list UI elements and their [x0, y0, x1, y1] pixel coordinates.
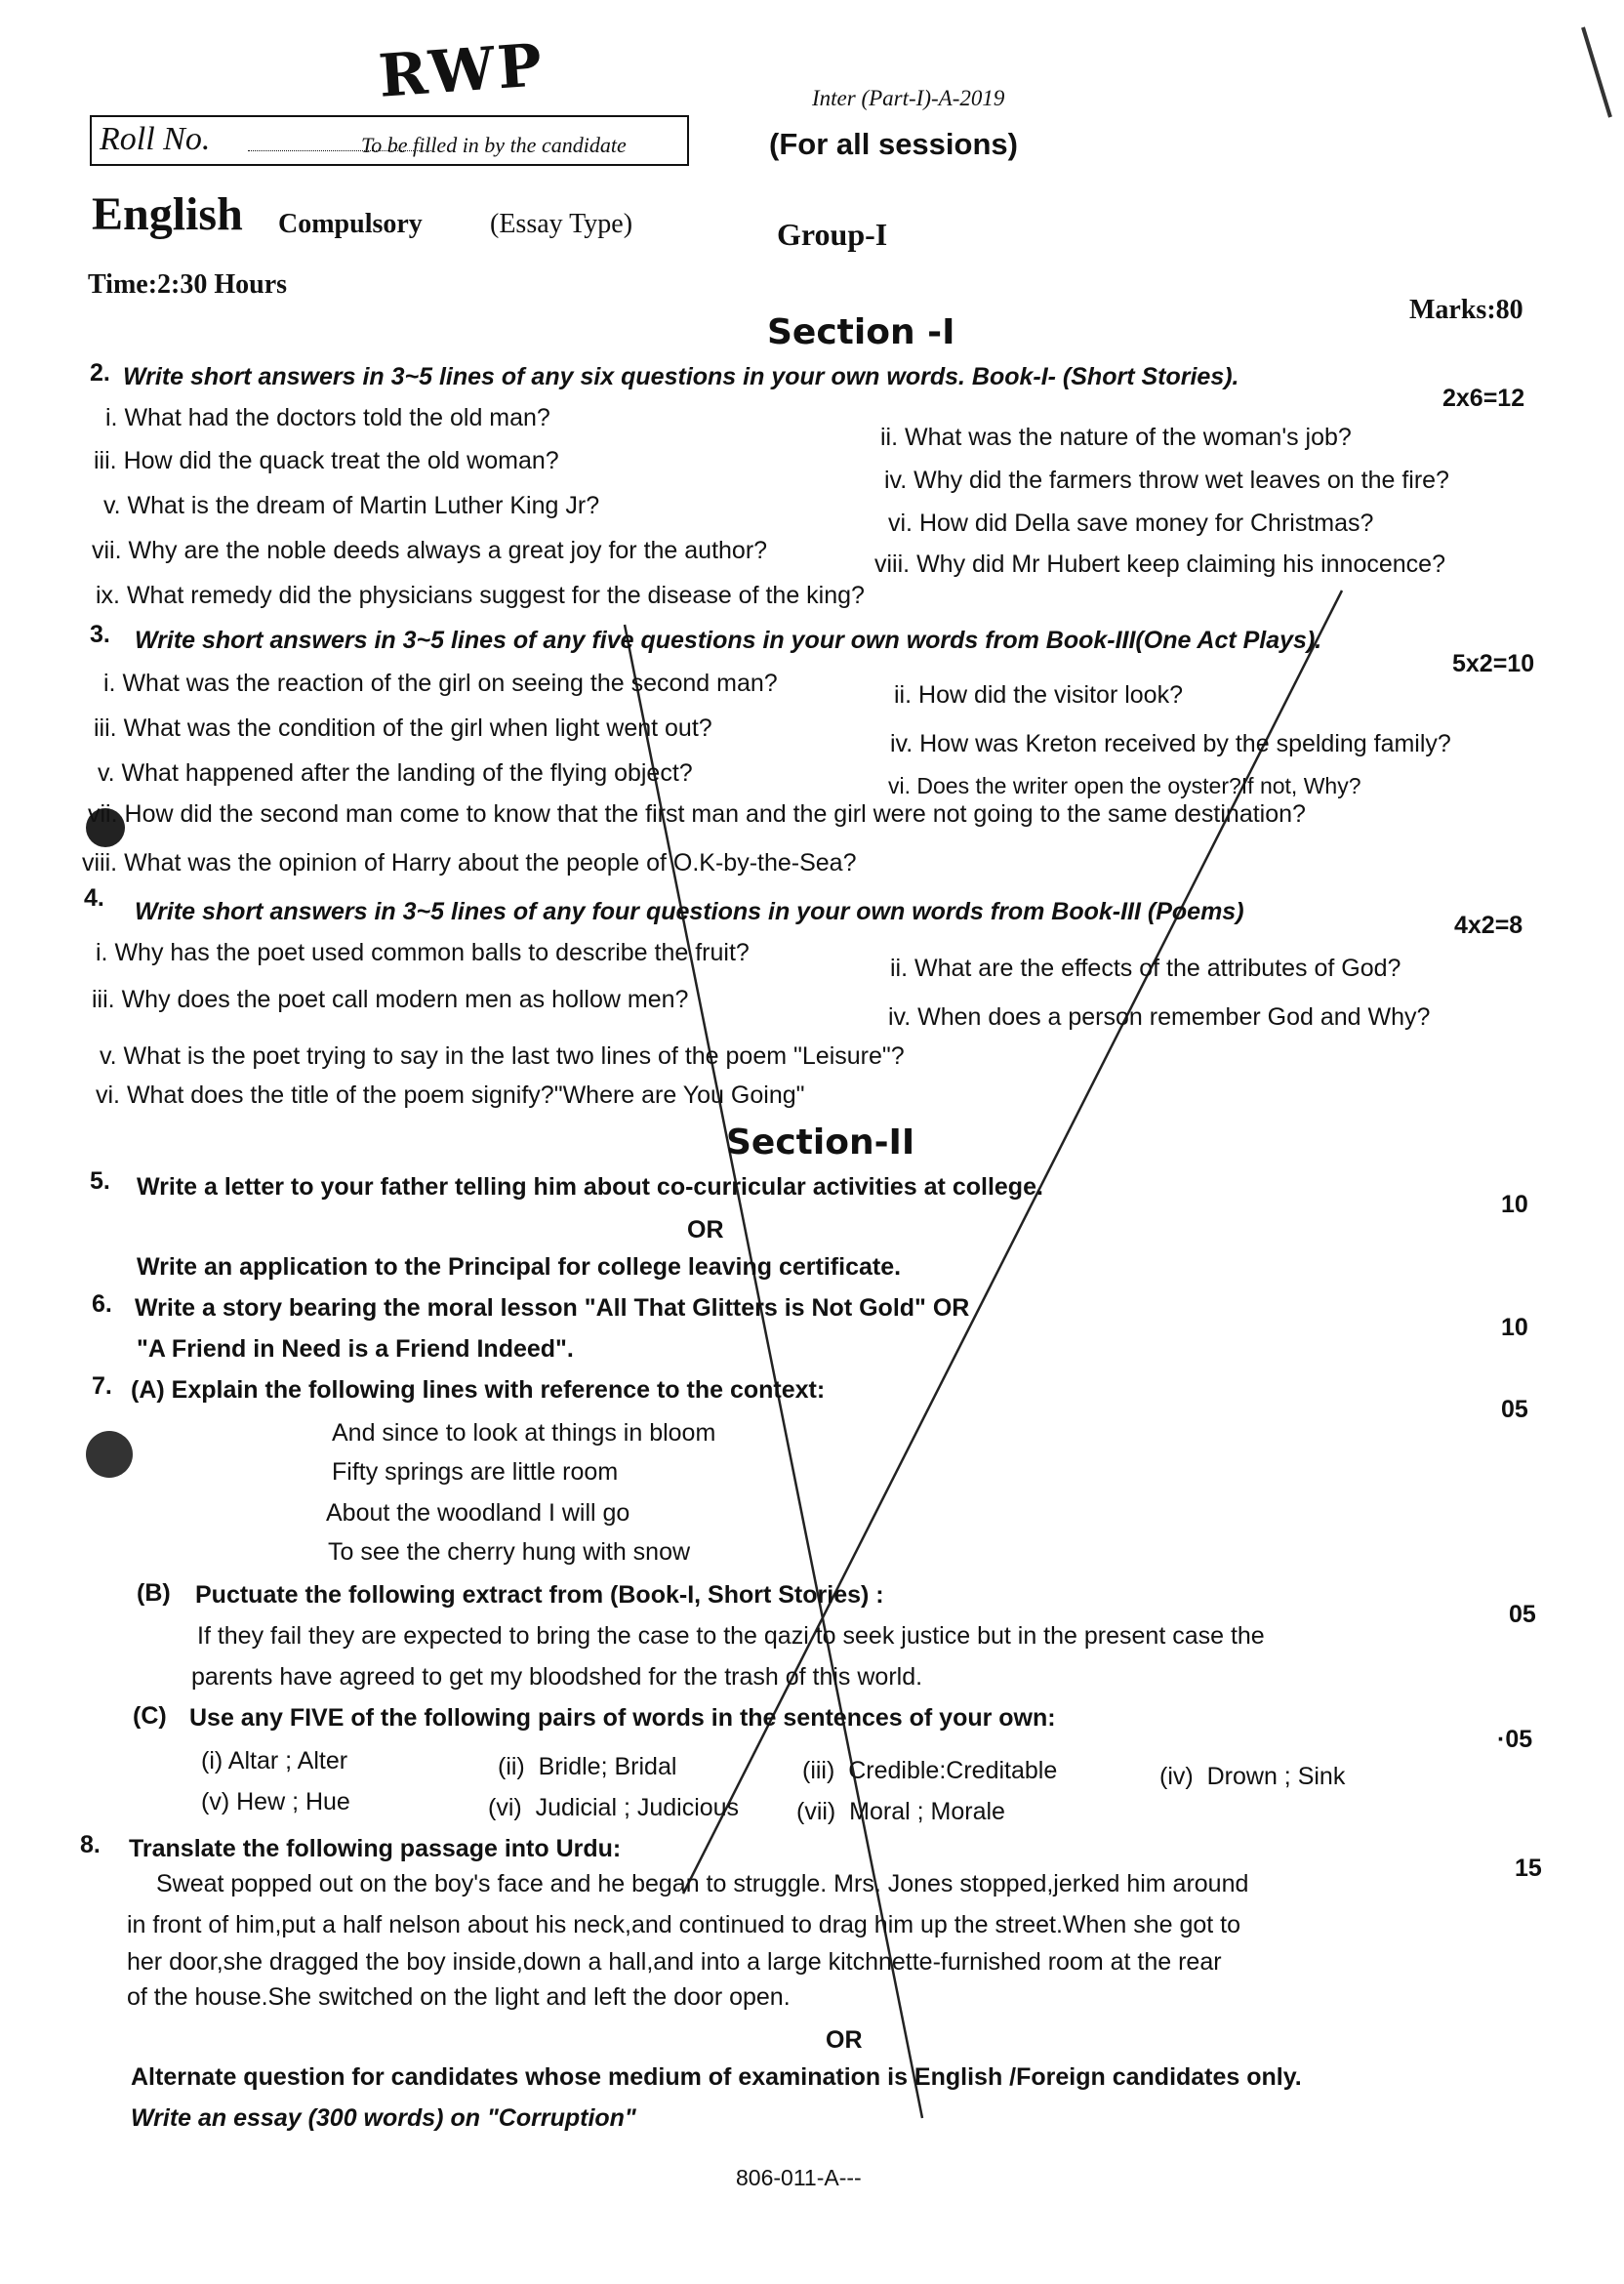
scan-edge-mark	[1583, 27, 1610, 117]
word-pair: (ii) Bridle; Bridal	[498, 1753, 677, 1780]
q7a-marks: 05	[1501, 1396, 1528, 1423]
q7c-label: (C)	[133, 1702, 167, 1730]
q8-number: 8.	[80, 1831, 101, 1858]
handwritten-mark: RWP	[376, 31, 548, 111]
q2-number: 2.	[90, 359, 110, 387]
sessions-label: (For all sessions)	[769, 127, 1018, 161]
word-pair: (iii) Credible:Creditable	[802, 1757, 1058, 1784]
q7b-heading: Puctuate the following extract from (Book-I, Short Stories) :	[195, 1581, 884, 1609]
q8-alt-line1: Alternate question for candidates whose medium of examination is English /Foreign candidates only.	[131, 2063, 1302, 2091]
q4-item: vi. What does the title of the poem signify?"Where are You Going"	[96, 1081, 805, 1109]
q4-item: ii. What are the effects of the attributes of God?	[890, 955, 1401, 982]
q3-item: vii. How did the second man come to know that the first man and the girl were not going to the same destination?	[88, 800, 1306, 828]
q8-alt-line2: Write an essay (300 words) on "Corruption"	[131, 2104, 636, 2132]
exam-title: Inter (Part-I)-A-2019	[812, 86, 1005, 110]
q7b-label: (B)	[137, 1579, 171, 1607]
q7b-marks: 05	[1509, 1601, 1536, 1628]
paper-type: (Essay Type)	[490, 209, 633, 239]
passage-line: in front of him,put a half nelson about his neck,and continued to drag him up the street.When she got to	[127, 1911, 1240, 1938]
q4-marks: 4x2=8	[1454, 912, 1523, 939]
q3-item: iii. What was the condition of the girl when light went out?	[94, 714, 712, 742]
q8-or: OR	[826, 2026, 863, 2054]
q2-item: iii. How did the quack treat the old woman?	[94, 447, 559, 474]
q4-item: iii. Why does the poet call modern men as hollow men?	[92, 986, 689, 1013]
q8-heading: Translate the following passage into Urdu:	[129, 1835, 622, 1862]
paper-code: 806-011-A---	[736, 2165, 862, 2190]
marks-label: Marks:80	[1409, 295, 1523, 325]
q6-line2: "A Friend in Need is a Friend Indeed".	[137, 1335, 574, 1363]
q4-item: iv. When does a person remember God and Why?	[888, 1003, 1431, 1031]
q5-or: OR	[687, 1216, 724, 1244]
q6-line1: Write a story bearing the moral lesson "All That Glitters is Not Gold" OR	[135, 1294, 970, 1322]
word-pair: (vi) Judicial ; Judicious	[488, 1794, 740, 1821]
q3-item: v. What happened after the landing of the flying object?	[98, 759, 693, 787]
q7b-line: parents have agreed to get my bloodshed for the trash of this world.	[191, 1663, 923, 1691]
q2-item: i. What had the doctors told the old man?	[105, 404, 550, 431]
poem-line: About the woodland I will go	[326, 1499, 630, 1527]
ink-blot-2	[86, 1431, 133, 1478]
q2-item: vi. How did Della save money for Christmas?	[888, 510, 1374, 537]
roll-number-box	[90, 115, 689, 166]
q2-item: iv. Why did the farmers throw wet leaves on the fire?	[884, 467, 1449, 494]
q5-number: 5.	[90, 1167, 110, 1195]
section-1-title: Section -I	[767, 312, 955, 352]
q5-text: Write a letter to your father telling him about co-curricular activities at college.	[137, 1173, 1043, 1201]
q3-heading: Write short answers in 3~5 lines of any five questions in your own words from Book-III(One Act Plays).	[135, 627, 1322, 654]
q3-number: 3.	[90, 621, 110, 648]
q7c-heading: Use any FIVE of the following pairs of words in the sentences of your own:	[189, 1704, 1056, 1732]
word-pair: (v) Hew ; Hue	[201, 1788, 350, 1815]
q7-number: 7.	[92, 1372, 112, 1400]
q7a-heading: (A) Explain the following lines with reference to the context:	[131, 1376, 826, 1404]
q3-item: i. What was the reaction of the girl on seeing the second man?	[103, 670, 778, 697]
q6-number: 6.	[92, 1290, 112, 1318]
q2-item: v. What is the dream of Martin Luther King Jr?	[103, 492, 600, 519]
q3-item: viii. What was the opinion of Harry about the people of O.K-by-the-Sea?	[82, 849, 857, 877]
passage-line: of the house.She switched on the light and left the door open.	[127, 1983, 791, 2011]
q4-item: i. Why has the poet used common balls to describe the fruit?	[96, 939, 750, 966]
q3-item: ii. How did the visitor look?	[894, 681, 1183, 709]
time-label: Time:2:30 Hours	[88, 269, 288, 300]
group-label: Group-I	[777, 217, 888, 252]
word-pair: (iv) Drown ; Sink	[1159, 1763, 1346, 1790]
q5-alt: Write an application to the Principal for college leaving certificate.	[137, 1253, 902, 1281]
q8-marks: 15	[1515, 1855, 1542, 1882]
q3-item: vi. Does the writer open the oyster?If not, Why?	[888, 773, 1361, 798]
poem-line: To see the cherry hung with snow	[328, 1538, 691, 1566]
word-pair: (i) Altar ; Alter	[201, 1747, 348, 1774]
passage-line: Sweat popped out on the boy's face and he began to struggle. Mrs. Jones stopped,jerked him around	[156, 1870, 1249, 1897]
roll-number-label: Roll No.	[100, 121, 211, 157]
word-pair: (vii) Moral ; Morale	[796, 1798, 1005, 1825]
roll-number-note: To be filled in by the candidate	[361, 133, 627, 157]
q2-item: viii. Why did Mr Hubert keep claiming his innocence?	[874, 551, 1445, 578]
q4-number: 4.	[84, 884, 104, 912]
q2-item: vii. Why are the noble deeds always a great joy for the author?	[92, 537, 768, 564]
q2-heading: Write short answers in 3~5 lines of any six questions in your own words. Book-I- (Short Stories).	[123, 363, 1239, 390]
poem-line: Fifty springs are little room	[332, 1458, 619, 1486]
q6-marks: 10	[1501, 1314, 1528, 1341]
q2-item: ix. What remedy did the physicians suggest for the disease of the king?	[96, 582, 865, 609]
q7b-line: If they fail they are expected to bring the case to the qazi to seek justice but in the present case the	[197, 1622, 1265, 1650]
q4-heading: Write short answers in 3~5 lines of any four questions in your own words from Book-III (Poems)	[135, 898, 1244, 925]
q3-item: iv. How was Kreton received by the spelding family?	[890, 730, 1451, 757]
section-2-title: Section-II	[726, 1122, 915, 1162]
passage-line: her door,she dragged the boy inside,down a hall,and into a large kitchnette-furnished room at the rear	[127, 1948, 1222, 1976]
q7c-marks: ·05	[1497, 1726, 1533, 1753]
q3-marks: 5x2=10	[1452, 650, 1535, 677]
q2-marks: 2x6=12	[1442, 385, 1525, 412]
q5-marks: 10	[1501, 1191, 1528, 1218]
q2-item: ii. What was the nature of the woman's job?	[880, 424, 1352, 451]
subject-type: Compulsory	[278, 209, 423, 239]
q4-item: v. What is the poet trying to say in the last two lines of the poem "Leisure"?	[100, 1042, 905, 1070]
subject-title: English	[92, 188, 243, 240]
poem-line: And since to look at things in bloom	[332, 1419, 716, 1447]
